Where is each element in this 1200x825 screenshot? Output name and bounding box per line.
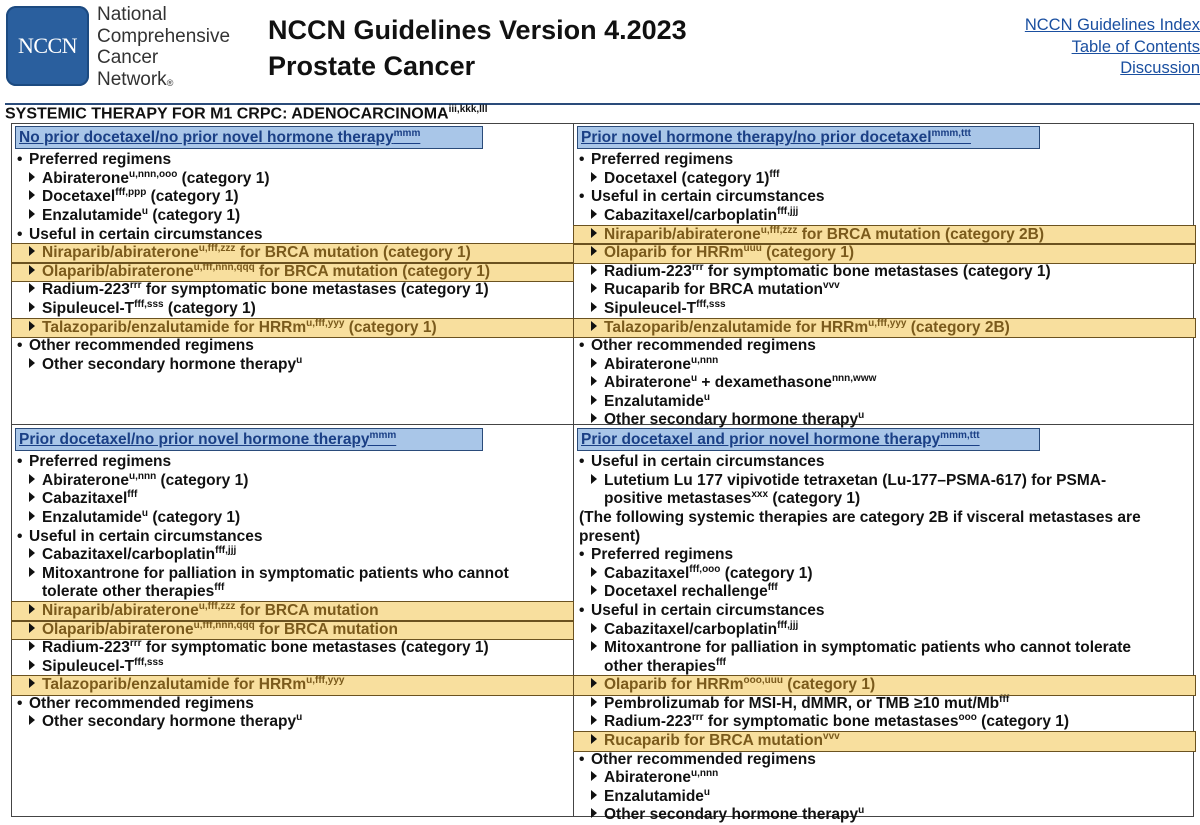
list-item: Other secondary hormone therapy$^u$ — [577, 411, 1192, 430]
logo-text: NCCN — [17, 33, 78, 58]
highlighted-item: Niraparib/abiraterone$^{u,fff,zzz}$ for BRCA mutation (category 2B) — [574, 226, 1195, 245]
quadrant-no-prior — [15, 126, 570, 374]
list-item: Mitoxantrone for palliation in symptomatic patients who cannot — [15, 565, 570, 584]
nav-links — [1025, 15, 1200, 80]
list-item: Abiraterone$^u$ + dexamethasone$^{nnn,www}$ — [577, 374, 1192, 393]
list-item: Rucaparib for BRCA mutation$^{vvv}$ — [577, 281, 1192, 300]
preferred-heading: • Preferred regimens — [15, 151, 570, 170]
table-of-contents-link[interactable]: Table of Contents — [1071, 37, 1200, 56]
nccn-logo — [6, 6, 89, 86]
list-item: Mitoxantrone for palliation in symptomatic patients who cannot tolerate — [577, 639, 1192, 658]
list-item: Abiraterone$^{u,nnn}$ (category 1) — [15, 472, 570, 491]
highlighted-item: Talazoparib/enzalutamide for HRRm$^{u,fff,yyy}$ (category 1) — [12, 319, 573, 338]
useful-heading: • Useful in certain circumstances — [577, 602, 1192, 621]
org-line: National — [97, 4, 167, 25]
list-item: Cabazitaxel/carboplatin$^{fff,jjj}$ — [15, 546, 570, 565]
section-title: SYSTEMIC THERAPY FOR M1 CRPC: $ADENOCARCINOMA^{iii,kkk,lll}$ — [5, 104, 488, 123]
useful-heading: • Useful in certain circumstances — [577, 453, 1192, 472]
guideline-title — [268, 12, 687, 84]
list-item: Radium-$223^{rrr}$ for symptomatic bone metastases (category 1) — [15, 639, 570, 658]
quadrant-title[interactable]: No prior docetaxel/no prior novel hormone therapy$^{mmm}$ — [15, 126, 483, 149]
quadrant-title[interactable]: Prior docetaxel and prior novel hormone therapy$^{mmm,ttt}$ — [577, 428, 1040, 451]
list-item: Cabazitaxel$^{fff}$ — [15, 490, 570, 509]
quadrant-prior-docetaxel — [15, 428, 570, 732]
list-item: Cabazitaxel/carboplatin$^{fff,jjj}$ — [577, 621, 1192, 640]
preferred-heading: • Preferred regimens — [577, 546, 1192, 565]
list-item: Pembrolizumab for MSI-H, dMMR, or TMB ≥10 mut/$Mb^{fff}$ — [577, 695, 1192, 714]
list-item: Sipuleucel-$T^{fff,sss}$ (category 1) — [15, 300, 570, 319]
list-item: Abiraterone$^{u,nnn,ooo}$ (category 1) — [15, 170, 570, 189]
category-note: (The following systemic therapies are category 2B if visceral metastases are present) — [579, 508, 1141, 545]
preferred-heading: • Preferred regimens — [577, 151, 1192, 170]
highlighted-item: Niraparib/abiraterone$^{u,fff,zzz}$ for BRCA mutation (category 1) — [12, 244, 573, 263]
org-name — [97, 4, 230, 90]
list-item: Enzalutamide$^u$ — [577, 788, 1192, 807]
list-item: Other secondary hormone therapy$^u$ — [577, 806, 1192, 825]
other-heading: • Other recommended regimens — [577, 751, 1192, 770]
list-item: Sipuleucel-$T^{fff,sss}$ — [577, 300, 1192, 319]
other-heading: • Other recommended regimens — [577, 337, 1192, 356]
list-item: Radium-$223^{rrr}$ for symptomatic bone metastases (category 1) — [15, 281, 570, 300]
list-item: Other secondary hormone therapy$^u$ — [15, 356, 570, 375]
other-heading: • Other recommended regimens — [15, 695, 570, 714]
title-version: NCCN Guidelines Version 4.2023 — [268, 15, 687, 45]
registered-mark: ® — [166, 77, 174, 88]
highlighted-item: Rucaparib for BRCA mutation$^{vvv}$ — [574, 732, 1195, 751]
list-item: Cabazitaxel$^{fff,ooo}$ (category 1) — [577, 565, 1192, 584]
quadrant-title[interactable]: Prior docetaxel/no prior novel hormone therapy$^{mmm}$ — [15, 428, 483, 451]
other-heading: • Other recommended regimens — [15, 337, 570, 356]
list-item: Radium-$223^{rrr}$ for symptomatic bone metastases (category 1) — [577, 263, 1192, 282]
list-item-continuation: positive metastases$^{xxx}$ (category 1) — [604, 489, 861, 508]
list-item-continuation: tolerate other therapies$^{fff}$ — [42, 582, 225, 601]
highlighted-item: Olaparib/abiraterone$^{u,fff,nnn,qqq}$ for BRCA mutation (category 1) — [12, 263, 573, 282]
discussion-link[interactable]: Discussion — [1120, 59, 1200, 77]
list-item: Lutetium Lu 177 vipivotide tetraxetan (Lu-177–PSMA-617) for PSMA- — [577, 472, 1192, 491]
useful-heading: • Useful in certain circumstances — [15, 226, 570, 245]
title-cancer: Prostate Cancer — [268, 51, 476, 81]
list-item: Other secondary hormone therapy$^u$ — [15, 713, 570, 732]
quadrant-prior-both — [577, 428, 1192, 825]
org-line: Network — [97, 68, 167, 90]
highlighted-item: Talazoparib/enzalutamide for HRRm$^{u,fff,yyy}$ — [12, 676, 573, 695]
highlighted-item: Olaparib for HRRm$^{uuu}$ (category 1) — [574, 244, 1195, 263]
highlighted-item: Olaparib for HRRm$^{ooo,uuu}$ (category 1) — [574, 676, 1195, 695]
quadrant-title[interactable]: Prior novel hormone therapy/no prior docetaxel$^{mmm,ttt}$ — [577, 126, 1040, 149]
org-line: Cancer — [97, 47, 159, 68]
preferred-heading: • Preferred regimens — [15, 453, 570, 472]
list-item: Docetaxel (category 1)$^{fff}$ — [577, 170, 1192, 189]
list-item-continuation: other therapies$^{fff}$ — [604, 656, 726, 675]
list-item: Radium-$223^{rrr}$ for symptomatic bone metastases$^{ooo}$ (category 1) — [577, 713, 1192, 732]
list-item: Enzalutamide$^u$ — [577, 393, 1192, 412]
therapy-grid — [11, 123, 1194, 824]
highlighted-item: Talazoparib/enzalutamide for HRRm$^{u,fff,yyy}$ (category 2B) — [574, 319, 1195, 338]
list-item: Cabazitaxel/carboplatin$^{fff,jjj}$ — [577, 207, 1192, 226]
quadrant-prior-nht — [577, 126, 1192, 430]
list-item: Abiraterone$^{u,nnn}$ — [577, 769, 1192, 788]
highlighted-item: Olaparib/abiraterone$^{u,fff,nnn,qqq}$ for BRCA mutation — [12, 621, 573, 640]
list-item: Abiraterone$^{u,nnn}$ — [577, 356, 1192, 375]
guidelines-index-link[interactable]: NCCN Guidelines Index — [1024, 16, 1200, 34]
org-line: Comprehensive — [97, 25, 231, 47]
list-item: Docetaxel$^{fff,ppp}$ (category 1) — [15, 188, 570, 207]
list-item: Enzalutamide$^u$ (category 1) — [15, 509, 570, 528]
highlighted-item: Niraparib/abiraterone$^{u,fff,zzz}$ for BRCA mutation — [12, 602, 573, 621]
list-item: Docetaxel rechallenge$^{fff}$ — [577, 583, 1192, 602]
useful-heading: • Useful in certain circumstances — [15, 528, 570, 547]
list-item: Enzalutamide$^u$ (category 1) — [15, 207, 570, 226]
useful-heading: • Useful in certain circumstances — [577, 188, 1192, 207]
list-item: Sipuleucel-$T^{fff,sss}$ — [15, 658, 570, 677]
